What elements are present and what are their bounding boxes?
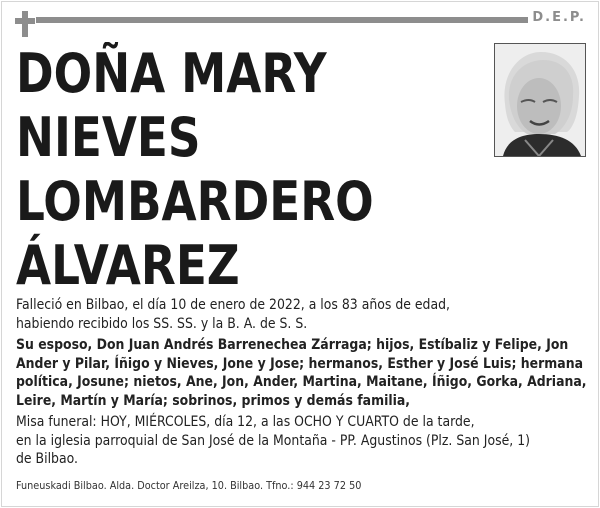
dep-label: D.E.P.: [532, 10, 586, 25]
header-rule: [36, 17, 528, 23]
text-line: de Bilbao.: [16, 451, 78, 467]
name-line: ÁLVAREZ: [16, 234, 240, 297]
name-line: DOÑA MARY: [16, 42, 327, 105]
name-line: NIEVES: [16, 106, 201, 169]
obituary-body: [16, 296, 591, 469]
text-line: Falleció en Bilbao, el día 10 de enero de 2022, a los 83 años de edad,: [16, 297, 450, 313]
text-line: Misa funeral: HOY, MIÉRCOLES, día 12, a las OCHO Y CUARTO de la tarde,: [16, 414, 475, 430]
family-list: [16, 336, 590, 410]
text-line: Leire, Martín y María; sobrinos, primos y demás familia,: [16, 392, 411, 409]
name-line: LOMBARDERO: [16, 170, 374, 233]
text-line: Su esposo, Don Juan Andrés Barrenechea Zárraga; hijos, Estíbaliz y Felipe, Jon: [16, 337, 569, 353]
text-line: en la iglesia parroquial de San José de la Montaña - PP. Agustinos (Plz. San José, 1): [16, 432, 530, 449]
cross-icon: [15, 11, 35, 37]
text-line: habiendo recibido los SS. SS. y la B. A. de S. S.: [16, 315, 308, 332]
portrait-photo: [494, 43, 586, 157]
funeral-details: [16, 413, 590, 469]
death-notice: [16, 296, 590, 333]
text-line: Ander y Pilar, Íñigo y Nieves, Jone y Jose; hermanos, Esther y José Luis; hermana: [16, 355, 583, 372]
funeral-home-footer: Funeuskadi Bilbao. Alda. Doctor Areilza, 10. Bilbao. Tfno.: 944 23 72 50: [16, 479, 362, 492]
text-line: política, Josune; nietos, Ane, Jon, Ander, Martina, Maitane, Íñigo, Gorka, Adriana,: [16, 374, 587, 390]
deceased-name: [16, 42, 411, 298]
